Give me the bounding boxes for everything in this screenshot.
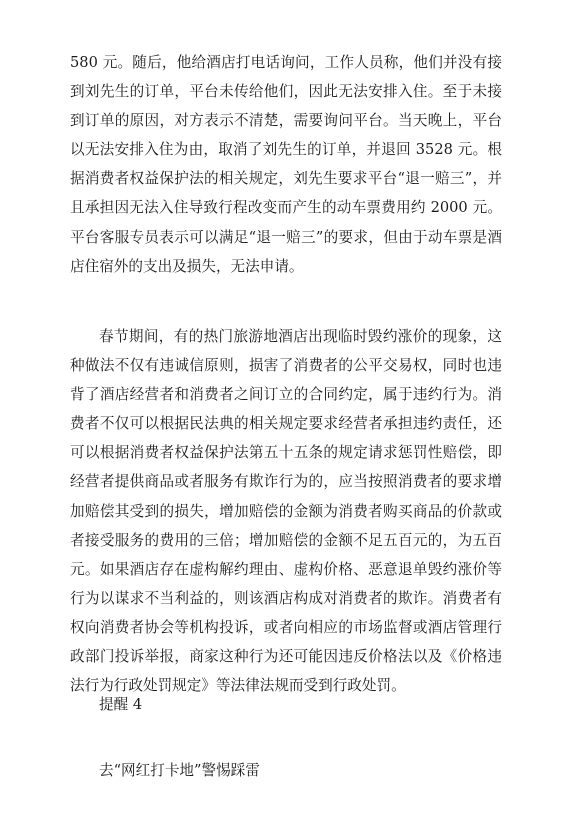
paragraph-continued: 580 元。随后，他给酒店打电话询问，工作人员称，他们并没有接到刘先生的订单，平台未传给他们，因此无法安排入住。至于未接到订单的原因，对方表示不清楚，需要询问平台。当天晚上，平台以无法安排入住为由，取消了刘先生的订单，并退回 3528 元。根据消费者权益保护法的相关规定，刘先生要求平台“退一赔三”，并且承担因无法入住导致行程改变而产生的动车票费用约 2000 元。平台客服专员表示可以满足“退一赔三”的要求，但由于动车票是酒店住宿外的支出及损失，无法申请。 [70,54,502,275]
section-subheading: 去“网红打卡地”警惕踩雷 [99,762,260,779]
paragraph-hotel-breach: 春节期间，有的热门旅游地酒店出现临时毁约涨价的现象，这种做法不仅有违诚信原则，损害了消费者的公平交易权，同时也违背了酒店经营者和消费者之间订立的合同约定，属于违约行为。消费者不仅可以根据民法典的相关规定要求经营者承担违约责任，还可以根据消费者权益保护法第五十五条的规定请求惩罚性赔偿，即经营者提供商品或者服务有欺诈行为的，应当按照消费者的要求增加赔偿其受到的损失，增加赔偿的金额为消费者购买商品的价款或者接受服务的费用的三倍；增加赔偿的金额不足五百元的，为五百元。如果酒店存在虚构解约理由、虚构价格、恶意退单毁约涨价等行为以谋求不当利益的，则该酒店构成对消费者的欺诈。消费者有权向消费者协会等机构投诉，或者向相应的市场监督或酒店管理行政部门投诉举报，商家这种行为还可能因违反价格法以及《价格违法行为行政处罚规定》等法律法规而受到行政处罚。 [70,328,502,695]
section-heading: 提醒 4 [99,696,143,713]
